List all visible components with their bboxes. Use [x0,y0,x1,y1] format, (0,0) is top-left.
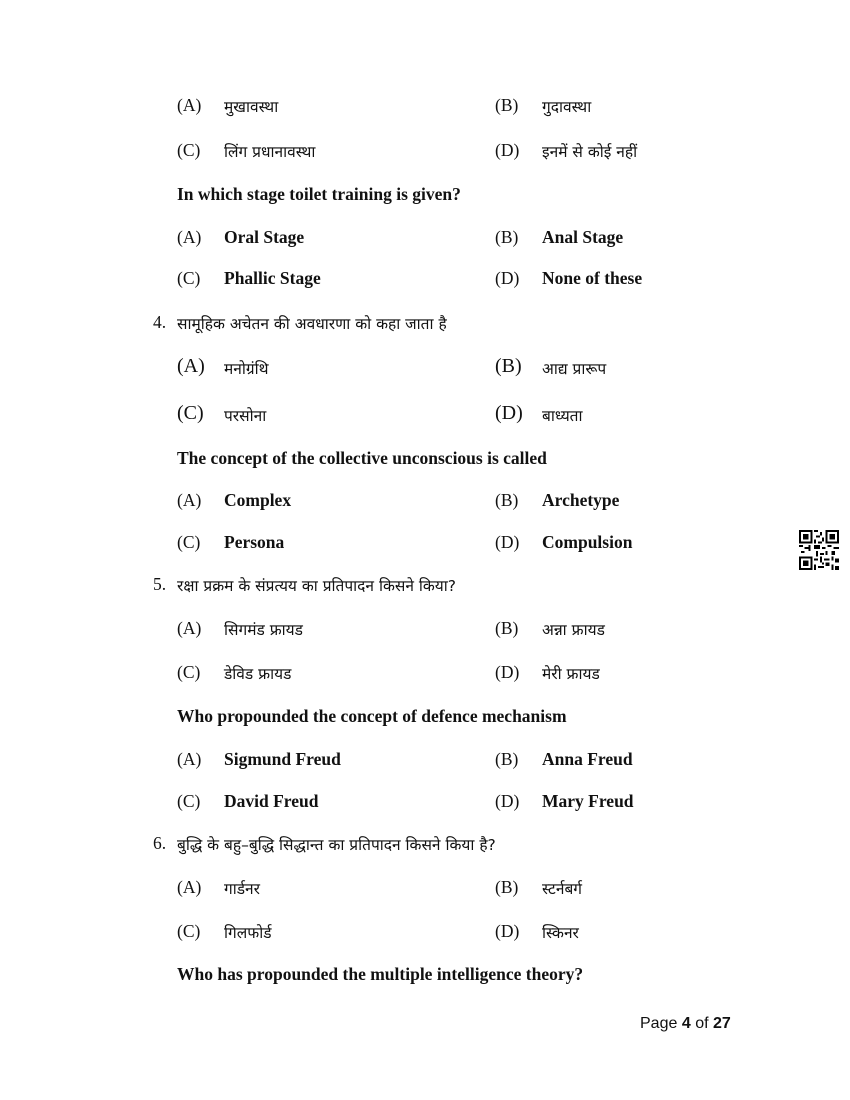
option-label-d: (D) [495,921,520,941]
option-label-d: (D) [495,791,520,811]
q5-en-option-b: Anna Freud [542,749,633,769]
q4-en-option-c: Persona [224,532,285,552]
q5-number: 5. [153,574,167,594]
option-label-c: (C) [177,791,201,811]
option-label-b: (B) [495,95,519,115]
q4-hi-option-c: परसोना [224,407,267,425]
q6-hi-option-d: स्किनर [542,924,579,942]
footer-of: of [695,1015,709,1032]
footer-total-pages: 27 [712,1015,731,1032]
q3-en-option-c: Phallic Stage [224,268,321,288]
q6-hi-question: बुद्धि के बहु–बुद्धि सिद्धान्त का प्रतिपादन किसने किया है? [177,836,496,854]
q5-en-option-a: Sigmund Freud [224,749,341,769]
q4-en-option-d: Compulsion [542,532,633,552]
option-label-d: (D) [495,402,523,424]
footer-prefix: Page [640,1015,678,1032]
footer-current-page: 4 [681,1015,691,1032]
q4-hi-option-a: मनोग्रंथि [224,360,269,378]
q3-hi-option-a: मुखावस्था [224,98,279,116]
q6-en-question: Who has propounded the multiple intelligence theory? [177,964,584,984]
option-label-a: (A) [177,618,202,638]
q4-en-question: The concept of the collective unconscious is called [177,448,547,468]
q5-en-question: Who propounded the concept of defence mechanism [177,706,567,726]
option-label-a: (A) [177,749,202,769]
q5-hi-option-c: डेविड फ्रायड [224,665,292,683]
q4-number: 4. [153,312,167,332]
option-label-c: (C) [177,402,204,424]
qr-code-icon [799,530,839,570]
option-label-b: (B) [495,749,519,769]
option-label-a: (A) [177,355,205,377]
option-label-d: (D) [495,140,520,160]
q5-hi-option-b: अन्ना फ्रायड [542,621,605,639]
page-footer [640,1015,731,1033]
option-label-b: (B) [495,877,519,897]
option-label-c: (C) [177,921,201,941]
option-label-a: (A) [177,490,202,510]
option-label-b: (B) [495,227,519,247]
option-label-c: (C) [177,268,201,288]
q4-hi-question: सामूहिक अचेतन की अवधारणा को कहा जाता है [177,315,447,333]
q3-hi-option-d: इनमें से कोई नहीं [542,143,638,161]
q3-hi-option-c: लिंग प्रधानावस्था [224,143,316,161]
option-label-d: (D) [495,268,520,288]
q4-en-option-b: Archetype [542,490,620,510]
option-label-d: (D) [495,662,520,682]
option-label-b: (B) [495,618,519,638]
q6-hi-option-b: स्टर्नबर्ग [542,880,583,898]
q3-hi-option-b: गुदावस्था [542,98,592,116]
option-label-a: (A) [177,227,202,247]
q4-hi-option-b: आद्य प्रारूप [542,360,607,378]
option-label-c: (C) [177,140,201,160]
q3-en-question: In which stage toilet training is given? [177,184,461,204]
q3-en-option-a: Oral Stage [224,227,305,247]
q3-en-option-d: None of these [542,268,643,288]
q5-hi-option-d: मेरी फ्रायड [542,665,600,683]
q4-en-option-a: Complex [224,490,292,510]
q6-hi-option-a: गार्डनर [224,880,260,898]
option-label-d: (D) [495,532,520,552]
q5-en-option-c: David Freud [224,791,319,811]
option-label-c: (C) [177,662,201,682]
q5-hi-question: रक्षा प्रक्रम के संप्रत्यय का प्रतिपादन किसने किया? [177,577,457,595]
option-label-a: (A) [177,877,202,897]
q6-number: 6. [153,833,167,853]
q6-hi-option-c: गिलफोर्ड [224,924,272,942]
option-label-a: (A) [177,95,202,115]
q4-hi-option-d: बाध्यता [542,407,583,425]
option-label-b: (B) [495,490,519,510]
option-label-b: (B) [495,355,522,377]
q5-hi-option-a: सिगमंड फ्रायड [224,621,303,639]
option-label-c: (C) [177,532,201,552]
q5-en-option-d: Mary Freud [542,791,634,811]
q3-en-option-b: Anal Stage [542,227,624,247]
